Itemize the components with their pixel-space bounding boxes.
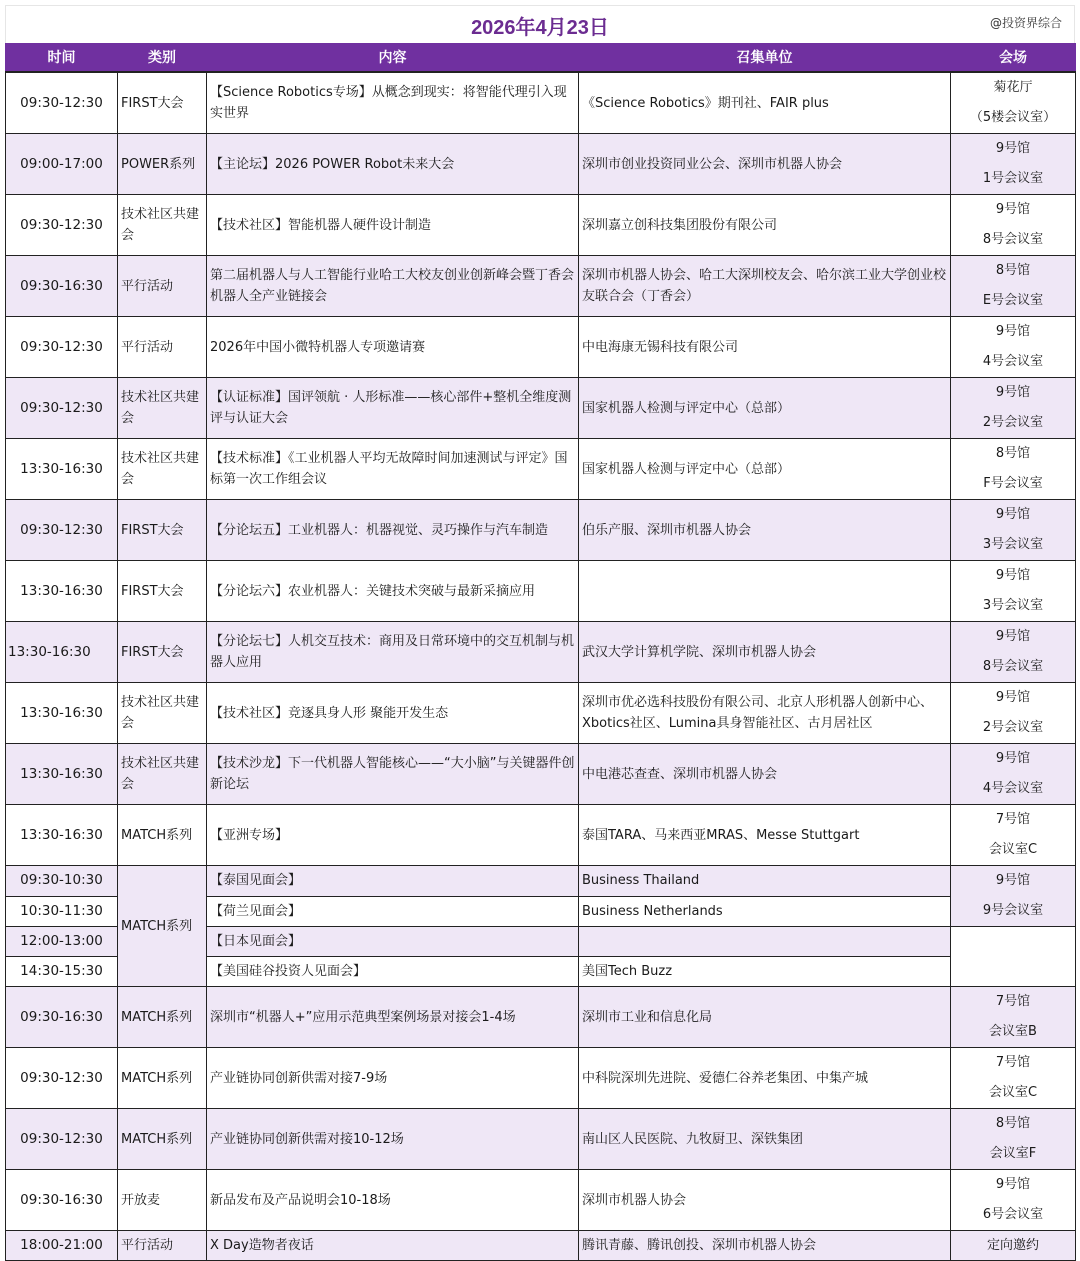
cell-content: 【美国硅谷投资人见面会】 (207, 957, 579, 987)
cell-organizer: 《Science Robotics》期刊社、FAIR plus (579, 72, 951, 134)
table-row (6, 195, 1076, 256)
cell-organizer (579, 561, 951, 622)
venue-room: 8号会议室 (982, 659, 1044, 674)
cell-content: 【技术标准】《工业机器人平均无故障时间加速测试与评定》国标第一次工作组会议 (207, 439, 579, 500)
cell-content: 【分论坛七】人机交互技术：商用及日常环境中的交互机制与机器人应用 (207, 622, 579, 683)
venue-room: 8号会议室 (982, 232, 1044, 247)
cell-venue (951, 866, 1076, 927)
cell-organizer: 美国Tech Buzz (579, 957, 951, 987)
venue-hall: 7号馆 (995, 994, 1031, 1009)
cell-time: 09:30-16:30 (6, 256, 118, 317)
table-header-row (6, 43, 1076, 72)
table-row (6, 439, 1076, 500)
cell-venue (951, 987, 1076, 1048)
cell-organizer: 深圳嘉立创科技集团股份有限公司 (579, 195, 951, 256)
cell-category: 平行活动 (118, 1231, 207, 1261)
cell-organizer: 深圳市机器人协会、哈工大深圳校友会、哈尔滨工业大学创业校友联合会（丁香会） (579, 256, 951, 317)
source-watermark: @投资界综合 (989, 16, 1062, 30)
cell-venue (951, 500, 1076, 561)
venue-room: F号会议室 (983, 476, 1043, 491)
venue-hall: 9号馆 (995, 751, 1031, 766)
cell-category: MATCH系列 (118, 1109, 207, 1170)
cell-content: 【技术社区】智能机器人硬件设计制造 (207, 195, 579, 256)
cell-organizer: 国家机器人检测与评定中心（总部） (579, 378, 951, 439)
cell-venue (951, 805, 1076, 866)
cell-venue (951, 1170, 1076, 1231)
cell-content: 2026年中国小微特机器人专项邀请赛 (207, 317, 579, 378)
venue-hall: 7号馆 (995, 1055, 1031, 1070)
column-header-organizer: 召集单位 (579, 43, 951, 72)
table-row (6, 1170, 1076, 1231)
cell-category: POWER系列 (118, 134, 207, 195)
cell-category: 技术社区共建会 (118, 439, 207, 500)
cell-time: 13:30-16:30 (6, 683, 118, 744)
cell-organizer (579, 927, 951, 957)
venue-room: 1号会议室 (982, 171, 1044, 186)
venue-hall: 9号馆 (995, 324, 1031, 339)
venue-hall: 9号馆 (995, 385, 1031, 400)
cell-content: X Day造物者夜话 (207, 1231, 579, 1261)
venue-hall: 8号馆 (995, 446, 1031, 461)
table-row (6, 1231, 1076, 1261)
cell-content: 【日本见面会】 (207, 927, 579, 957)
schedule-page (5, 5, 1075, 1261)
cell-time: 13:30-16:30 (6, 805, 118, 866)
cell-venue-empty (951, 957, 1076, 987)
schedule-table (5, 43, 1076, 1261)
cell-content: 产业链协同创新供需对接7-9场 (207, 1048, 579, 1109)
cell-time: 09:30-10:30 (6, 866, 118, 897)
table-row (6, 500, 1076, 561)
venue-room: 会议室B (989, 1024, 1037, 1039)
cell-venue (951, 622, 1076, 683)
cell-organizer: 深圳市机器人协会 (579, 1170, 951, 1231)
cell-time: 09:30-12:30 (6, 1048, 118, 1109)
column-header-venue: 会场 (951, 43, 1076, 72)
cell-venue (951, 439, 1076, 500)
cell-content: 【技术社区】竞逐具身人形 聚能开发生态 (207, 683, 579, 744)
venue-hall: 7号馆 (995, 812, 1031, 827)
cell-time: 09:30-12:30 (6, 500, 118, 561)
table-row (6, 987, 1076, 1048)
cell-time: 09:30-12:30 (6, 317, 118, 378)
cell-organizer: 伯乐产服、深圳市机器人协会 (579, 500, 951, 561)
cell-time: 09:30-12:30 (6, 195, 118, 256)
cell-time: 12:00-13:00 (6, 927, 118, 957)
table-row (6, 1109, 1076, 1170)
cell-time: 09:30-12:30 (6, 1109, 118, 1170)
cell-organizer: 泰国TARA、马来西亚MRAS、Messe Stuttgart (579, 805, 951, 866)
venue-room: 2号会议室 (982, 415, 1044, 430)
cell-content: 【泰国见面会】 (207, 866, 579, 897)
cell-content: 深圳市“机器人+”应用示范典型案例场景对接会1-4场 (207, 987, 579, 1048)
venue-room: 3号会议室 (982, 537, 1044, 552)
cell-organizer: 中电海康无锡科技有限公司 (579, 317, 951, 378)
venue-room: 会议室F (989, 1146, 1037, 1161)
cell-category: 技术社区共建会 (118, 378, 207, 439)
cell-content: 【荷兰见面会】 (207, 896, 579, 927)
venue-room: 3号会议室 (982, 598, 1044, 613)
table-row (6, 561, 1076, 622)
venue-hall: 菊花厅 (993, 80, 1033, 95)
cell-category: 平行活动 (118, 317, 207, 378)
cell-organizer: 腾讯青藤、腾讯创投、深圳市机器人协会 (579, 1231, 951, 1261)
venue-hall: 9号馆 (995, 690, 1031, 705)
cell-time: 13:30-16:30 (6, 439, 118, 500)
cell-organizer: 深圳市创业投资同业公会、深圳市机器人协会 (579, 134, 951, 195)
cell-category: 技术社区共建会 (118, 744, 207, 805)
table-row (6, 72, 1076, 134)
cell-venue (951, 744, 1076, 805)
venue-hall: 9号馆 (995, 141, 1031, 156)
venue-hall: 9号馆 (995, 568, 1031, 583)
cell-content: 【分论坛六】农业机器人：关键技术突破与最新采摘应用 (207, 561, 579, 622)
cell-venue: 定向邀约 (951, 1231, 1076, 1261)
cell-organizer: Business Thailand (579, 866, 951, 897)
cell-venue (951, 195, 1076, 256)
cell-venue (951, 72, 1076, 134)
venue-hall: 9号馆 (995, 629, 1031, 644)
cell-category: 平行活动 (118, 256, 207, 317)
cell-time: 09:30-16:30 (6, 987, 118, 1048)
cell-content: 【Science Robotics专场】从概念到现实：将智能代理引入现实世界 (207, 72, 579, 134)
cell-venue (951, 683, 1076, 744)
cell-time: 13:30-16:30 (6, 561, 118, 622)
cell-category: FIRST大会 (118, 500, 207, 561)
cell-time: 09:30-12:30 (6, 378, 118, 439)
cell-time: 09:30-16:30 (6, 1170, 118, 1231)
cell-time: 09:00-17:00 (6, 134, 118, 195)
cell-category: FIRST大会 (118, 622, 207, 683)
cell-venue (951, 1048, 1076, 1109)
cell-content: 【分论坛五】工业机器人：机器视觉、灵巧操作与汽车制造 (207, 500, 579, 561)
cell-category: FIRST大会 (118, 72, 207, 134)
column-header-time: 时间 (6, 43, 118, 72)
cell-organizer: 国家机器人检测与评定中心（总部） (579, 439, 951, 500)
table-row (6, 683, 1076, 744)
cell-time: 13:30-16:30 (6, 744, 118, 805)
title-bar (5, 5, 1075, 43)
venue-room: E号会议室 (982, 293, 1044, 308)
cell-time: 14:30-15:30 (6, 957, 118, 987)
venue-hall: 9号馆 (995, 507, 1031, 522)
page-title: 2026年4月23日 (471, 17, 609, 39)
cell-content: 【技术沙龙】下一代机器人智能核心——“大小脑”与关键器件创新论坛 (207, 744, 579, 805)
cell-organizer: 中科院深圳先进院、爱德仁谷养老集团、中集产城 (579, 1048, 951, 1109)
venue-hall: 9号馆 (995, 873, 1031, 888)
table-row (6, 256, 1076, 317)
cell-content: 产业链协同创新供需对接10-12场 (207, 1109, 579, 1170)
cell-venue (951, 256, 1076, 317)
venue-room: 4号会议室 (982, 781, 1044, 796)
table-row (6, 1048, 1076, 1109)
cell-organizer: Business Netherlands (579, 896, 951, 927)
cell-venue (951, 561, 1076, 622)
venue-hall: 9号馆 (995, 202, 1031, 217)
cell-content: 新品发布及产品说明会10-18场 (207, 1170, 579, 1231)
venue-hall: 8号馆 (995, 1116, 1031, 1131)
table-row (6, 378, 1076, 439)
cell-organizer: 深圳市优必选科技股份有限公司、北京人形机器人创新中心、Xbotics社区、Lumina具身智能社区、古月居社区 (579, 683, 951, 744)
cell-time: 09:30-12:30 (6, 72, 118, 134)
column-header-content: 内容 (207, 43, 579, 72)
cell-time: 13:30-16:30 (6, 622, 118, 683)
cell-content: 【主论坛】2026 POWER Robot未来大会 (207, 134, 579, 195)
cell-category: 开放麦 (118, 1170, 207, 1231)
table-row (6, 805, 1076, 866)
venue-room: 4号会议室 (982, 354, 1044, 369)
venue-hall: 8号馆 (995, 263, 1031, 278)
cell-venue (951, 317, 1076, 378)
table-row (6, 317, 1076, 378)
cell-venue-empty (951, 927, 1076, 957)
cell-content: 【认证标准】国评领航 · 人形标准——核心部件+整机全维度测评与认证大会 (207, 378, 579, 439)
cell-category: MATCH系列 (118, 1048, 207, 1109)
venue-room: （5楼会议室） (969, 110, 1057, 125)
cell-category: MATCH系列 (118, 866, 207, 987)
cell-organizer: 南山区人民医院、九牧厨卫、深铁集团 (579, 1109, 951, 1170)
cell-venue (951, 378, 1076, 439)
venue-room: 会议室C (988, 1085, 1038, 1100)
cell-organizer: 深圳市工业和信息化局 (579, 987, 951, 1048)
cell-category: MATCH系列 (118, 805, 207, 866)
cell-venue (951, 1109, 1076, 1170)
table-row (6, 622, 1076, 683)
cell-organizer: 中电港芯查查、深圳市机器人协会 (579, 744, 951, 805)
cell-category: MATCH系列 (118, 987, 207, 1048)
venue-room: 会议室C (988, 842, 1038, 857)
table-row (6, 134, 1076, 195)
venue-room: 2号会议室 (982, 720, 1044, 735)
cell-content: 第二届机器人与人工智能行业哈工大校友创业创新峰会暨丁香会机器人全产业链接会 (207, 256, 579, 317)
table-row (6, 744, 1076, 805)
cell-venue (951, 134, 1076, 195)
column-header-category: 类别 (118, 43, 207, 72)
cell-category: 技术社区共建会 (118, 195, 207, 256)
venue-hall: 9号馆 (995, 1177, 1031, 1192)
cell-time: 10:30-11:30 (6, 896, 118, 927)
cell-organizer: 武汉大学计算机学院、深圳市机器人协会 (579, 622, 951, 683)
venue-room: 6号会议室 (982, 1207, 1044, 1222)
cell-content: 【亚洲专场】 (207, 805, 579, 866)
cell-category: 技术社区共建会 (118, 683, 207, 744)
cell-time: 18:00-21:00 (6, 1231, 118, 1261)
table-row (6, 866, 1076, 897)
venue-room: 9号会议室 (982, 903, 1044, 918)
cell-category: FIRST大会 (118, 561, 207, 622)
